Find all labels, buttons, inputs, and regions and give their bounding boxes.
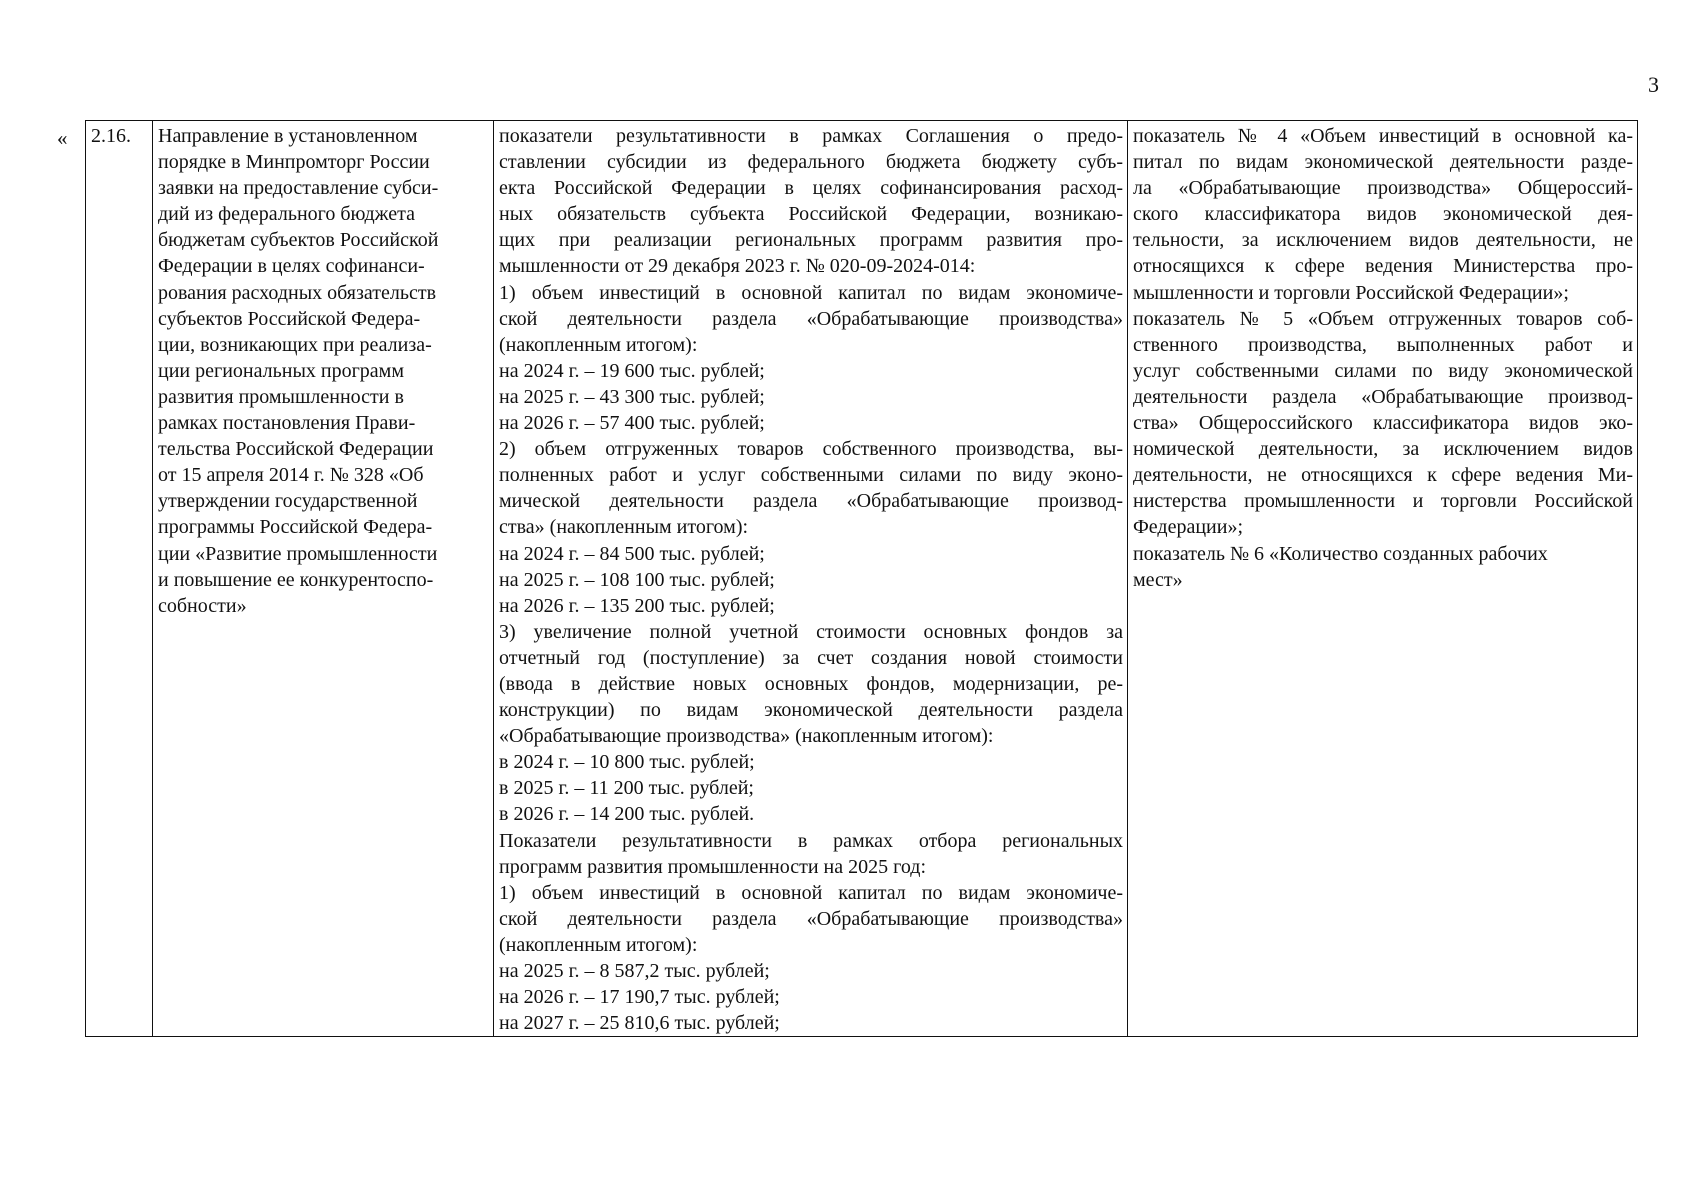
text-line: ции «Развитие промышленности	[158, 542, 438, 565]
text-line: отчетный год (поступление) за счет создания новой стоимости	[499, 646, 1123, 669]
text-line: мест»	[1133, 568, 1183, 591]
text-line: ственного производства, выполненных работ и	[1133, 333, 1633, 356]
text-line: конструкции) по видам экономической деятельности раздела	[499, 699, 1123, 722]
text-line: тельства Российской Федерации	[158, 438, 434, 461]
text-line: бюджетам субъектов Российской	[158, 229, 439, 252]
text-line: ции региональных программ	[158, 359, 404, 382]
text-line: ла «Обрабатывающие производства» Общероссий-	[1133, 177, 1633, 200]
text-line: деятельности раздела «Обрабатывающие производ-	[1133, 385, 1633, 408]
indicators-text	[499, 123, 1123, 1036]
text-line: услуг собственными силами по виду экономической	[1133, 359, 1633, 382]
text-line: (накопленным итогом):	[499, 933, 698, 956]
text-line: на 2025 г. – 43 300 тыс. рублей;	[499, 385, 765, 408]
text-line: номической деятельности, за исключением видов	[1133, 438, 1633, 461]
text-line: показатель № 5 «Объем отгруженных товаров соб-	[1133, 307, 1633, 330]
indicators-cell	[494, 121, 1128, 1037]
page-number: 3	[1648, 72, 1659, 97]
text-line: на 2024 г. – 84 500 тыс. рублей;	[499, 542, 765, 565]
text-line: Федерации в целях софинанси-	[158, 255, 425, 278]
text-line: мышленности и торговли Российской Федерации»;	[1133, 281, 1569, 304]
text-line: мышленности от 29 декабря 2023 г. № 020-09-2024-014:	[499, 255, 976, 278]
text-line: деятельности, не относящихся к сфере ведения Ми-	[1133, 464, 1633, 487]
text-line: (ввода в действие новых основных фондов, модернизации, ре-	[499, 672, 1123, 695]
text-line: развития промышленности в	[158, 385, 404, 408]
text-line: мической деятельности раздела «Обрабатывающие производ-	[499, 490, 1123, 513]
description-text	[158, 123, 489, 619]
row-number: 2.16.	[91, 125, 131, 147]
text-line: и повышение ее конкурентоспо-	[158, 568, 434, 591]
text-line: на 2026 г. – 57 400 тыс. рублей;	[499, 412, 765, 435]
opening-quote-mark: «	[57, 126, 68, 150]
text-line: 1) объем инвестиций в основной капитал по видам экономиче-	[499, 281, 1123, 304]
text-line: на 2027 г. – 25 810,6 тыс. рублей;	[499, 1012, 780, 1035]
text-line: в 2025 г. – 11 200 тыс. рублей;	[499, 777, 754, 800]
description-cell	[153, 121, 494, 1037]
text-line: порядке в Минпромторг России	[158, 151, 430, 174]
text-line: программ развития промышленности на 2025 год:	[499, 855, 927, 878]
text-line: показатель № 4 «Объем инвестиций в основной ка-	[1133, 125, 1633, 147]
table-row	[86, 121, 1638, 1037]
text-line: рамках постановления Прави-	[158, 412, 416, 435]
text-line: на 2026 г. – 17 190,7 тыс. рублей;	[499, 986, 780, 1009]
text-line: ставлении субсидии из федерального бюджета бюджету субъ-	[499, 151, 1123, 174]
indicator-list-cell	[1128, 121, 1638, 1037]
text-line: собности»	[158, 594, 247, 617]
text-line: на 2024 г. – 19 600 тыс. рублей;	[499, 359, 765, 382]
text-line: 3) увеличение полной учетной стоимости основных фондов за	[499, 620, 1123, 643]
text-line: 2) объем отгруженных товаров собственного производства, вы-	[499, 438, 1123, 461]
text-line: в 2026 г. – 14 200 тыс. рублей.	[499, 803, 755, 826]
text-line: показатели результативности в рамках Соглашения о предо-	[499, 125, 1123, 147]
text-line: дий из федерального бюджета	[158, 203, 415, 226]
text-line: на 2025 г. – 108 100 тыс. рублей;	[499, 568, 775, 591]
text-line: питал по видам экономической деятельности разде-	[1133, 151, 1633, 174]
text-line: нистерства промышленности и торговли Российской	[1133, 490, 1633, 513]
text-line: ской деятельности раздела «Обрабатывающие производства»	[499, 907, 1123, 930]
text-line: щих при реализации региональных программ развития про-	[499, 229, 1123, 252]
indicator-list-text	[1133, 123, 1633, 593]
text-line: субъектов Российской Федера-	[158, 307, 421, 330]
text-line: показатель № 6 «Количество созданных рабочих	[1133, 542, 1548, 565]
text-line: Федерации»;	[1133, 516, 1244, 539]
text-line: в 2024 г. – 10 800 тыс. рублей;	[499, 751, 755, 774]
text-line: (накопленным итогом):	[499, 333, 698, 356]
text-line: тельности, за исключением видов деятельности, не	[1133, 229, 1633, 252]
text-line: полненных работ и услуг собственными силами по виду эконо-	[499, 464, 1123, 487]
text-line: на 2026 г. – 135 200 тыс. рублей;	[499, 594, 775, 617]
text-line: 1) объем инвестиций в основной капитал по видам экономиче-	[499, 881, 1123, 904]
text-line: ского классификатора видов экономической дея-	[1133, 203, 1633, 226]
row-number-cell	[86, 121, 153, 1037]
text-line: ства» Общероссийского классификатора видов эко-	[1133, 412, 1633, 435]
text-line: «Обрабатывающие производства» (накопленным итогом):	[499, 725, 994, 748]
text-line: Направление в установленном	[158, 125, 418, 147]
text-line: ции, возникающих при реализа-	[158, 333, 432, 356]
text-line: программы Российской Федера-	[158, 516, 433, 539]
text-line: ных обязательств субъекта Российской Федерации, возникаю-	[499, 203, 1123, 226]
text-line: заявки на предоставление субси-	[158, 177, 439, 200]
text-line: ства» (накопленным итогом):	[499, 516, 749, 539]
text-line: относящихся к сфере ведения Министерства про-	[1133, 255, 1633, 278]
text-line: на 2025 г. – 8 587,2 тыс. рублей;	[499, 960, 770, 982]
text-line: екта Российской Федерации в целях софинансирования расход-	[499, 177, 1123, 200]
text-line: от 15 апреля 2014 г. № 328 «Об	[158, 464, 424, 487]
text-line: Показатели результативности в рамках отбора региональных	[499, 829, 1123, 852]
text-line: рования расходных обязательств	[158, 281, 437, 304]
text-line: утверждении государственной	[158, 490, 418, 513]
text-line: ской деятельности раздела «Обрабатывающие производства»	[499, 307, 1123, 330]
document-table	[85, 120, 1638, 1037]
